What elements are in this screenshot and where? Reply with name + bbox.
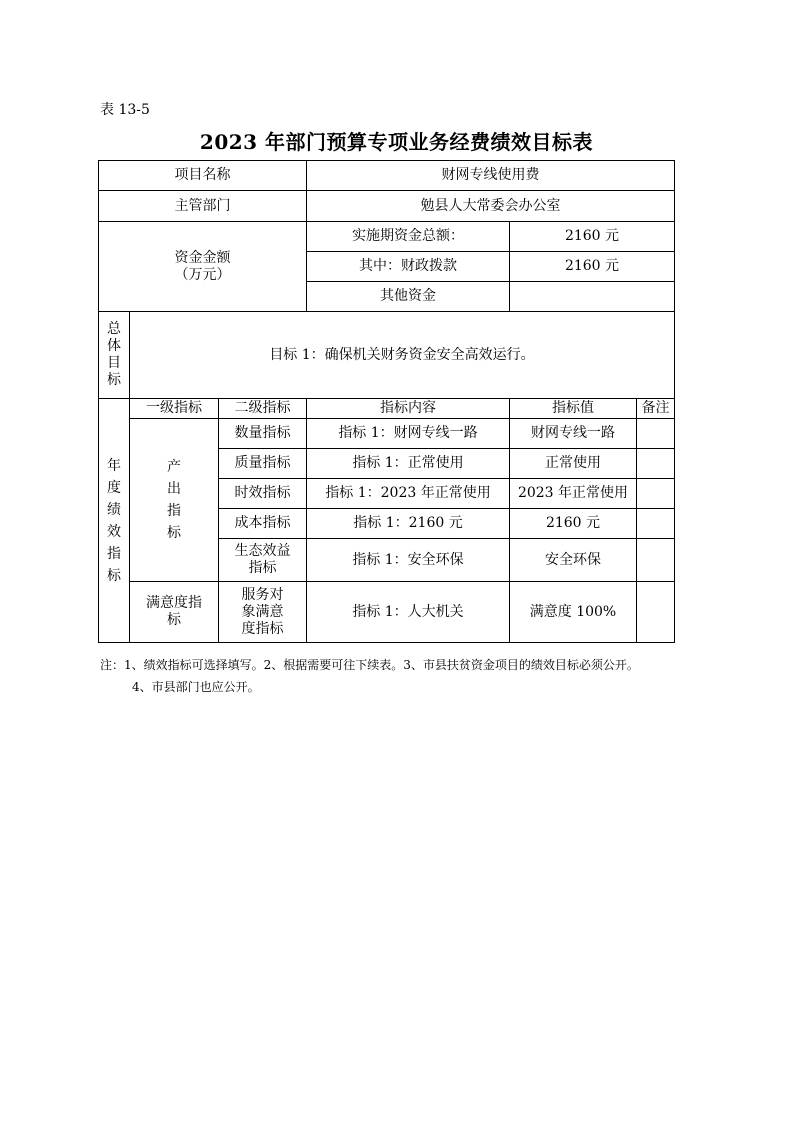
project-name-value: 财网专线使用费 bbox=[307, 161, 675, 191]
funds-total-row bbox=[99, 222, 675, 252]
annual-label-cell bbox=[99, 399, 130, 643]
header-level2: 二级指标 bbox=[219, 399, 307, 419]
output-label-cell bbox=[130, 419, 219, 582]
footnotes bbox=[100, 654, 639, 698]
level2-cell: 成本指标 bbox=[219, 509, 307, 539]
value-cell: 安全环保 bbox=[510, 539, 637, 582]
overall-goal-label: 总体目标 bbox=[107, 321, 121, 388]
note-cell bbox=[637, 539, 675, 582]
level2-cell: 质量指标 bbox=[219, 449, 307, 479]
note-cell bbox=[637, 419, 675, 449]
table-number: 表 13-5 bbox=[100, 102, 150, 118]
funds-label-cell bbox=[99, 222, 307, 312]
footnote-line-2: 4、市县部门也应公开。 bbox=[132, 680, 260, 694]
header-level1: 一级指标 bbox=[130, 399, 219, 419]
department-value: 勉县人大常委会办公室 bbox=[307, 191, 675, 222]
note-cell bbox=[637, 479, 675, 509]
note-cell bbox=[637, 449, 675, 479]
funds-fiscal-value: 2160 元 bbox=[510, 252, 675, 282]
header-value: 指标值 bbox=[510, 399, 637, 419]
content-cell: 指标 1：2023 年正常使用 bbox=[307, 479, 510, 509]
satisfaction-note bbox=[637, 582, 675, 643]
value-cell: 2023 年正常使用 bbox=[510, 479, 637, 509]
funds-other-label: 其他资金 bbox=[307, 282, 510, 312]
content-cell: 指标 1：安全环保 bbox=[307, 539, 510, 582]
indicator-header-row bbox=[99, 399, 675, 419]
value-cell: 2160 元 bbox=[510, 509, 637, 539]
overall-goal-text: 目标 1：确保机关财务资金安全高效运行。 bbox=[130, 312, 675, 399]
performance-table bbox=[98, 160, 675, 643]
overall-goal-label-cell bbox=[99, 312, 130, 399]
level2-cell: 生态效益指标 bbox=[219, 539, 307, 582]
funds-unit: （万元） bbox=[174, 266, 231, 283]
overall-goal-row bbox=[99, 312, 675, 399]
department-label: 主管部门 bbox=[99, 191, 307, 222]
funds-label: 资金金额 bbox=[174, 249, 231, 266]
footnote-line-1: 注：1、绩效指标可选择填写。2、根据需要可往下续表。3、市县扶贫资金项目的绩效目标必须公开。 bbox=[100, 658, 639, 672]
content-cell: 指标 1：2160 元 bbox=[307, 509, 510, 539]
funds-fiscal-label: 其中：财政拨款 bbox=[307, 252, 510, 282]
satisfaction-value: 满意度 100% bbox=[510, 582, 637, 643]
department-row bbox=[99, 191, 675, 222]
satisfaction-level1: 满意度指标 bbox=[130, 582, 219, 643]
level2-cell: 时效指标 bbox=[219, 479, 307, 509]
table-row bbox=[99, 419, 675, 449]
project-name-label: 项目名称 bbox=[99, 161, 307, 191]
content-cell: 指标 1：正常使用 bbox=[307, 449, 510, 479]
value-cell: 正常使用 bbox=[510, 449, 637, 479]
output-label: 产出指标 bbox=[167, 459, 181, 541]
content-cell: 指标 1：财网专线一路 bbox=[307, 419, 510, 449]
value-cell: 财网专线一路 bbox=[510, 419, 637, 449]
header-note: 备注 bbox=[637, 399, 675, 419]
funds-other-value bbox=[510, 282, 675, 312]
level2-cell: 数量指标 bbox=[219, 419, 307, 449]
satisfaction-level2: 服务对象满意度指标 bbox=[219, 582, 307, 643]
project-name-row bbox=[99, 161, 675, 191]
header-content: 指标内容 bbox=[307, 399, 510, 419]
funds-total-label: 实施期资金总额： bbox=[307, 222, 510, 252]
annual-label: 年度绩效指标 bbox=[107, 457, 121, 584]
document-title: 2023 年部门预算专项业务经费绩效目标表 bbox=[199, 130, 594, 154]
note-cell bbox=[637, 509, 675, 539]
funds-total-value: 2160 元 bbox=[510, 222, 675, 252]
satisfaction-content: 指标 1：人大机关 bbox=[307, 582, 510, 643]
satisfaction-row bbox=[99, 582, 675, 643]
